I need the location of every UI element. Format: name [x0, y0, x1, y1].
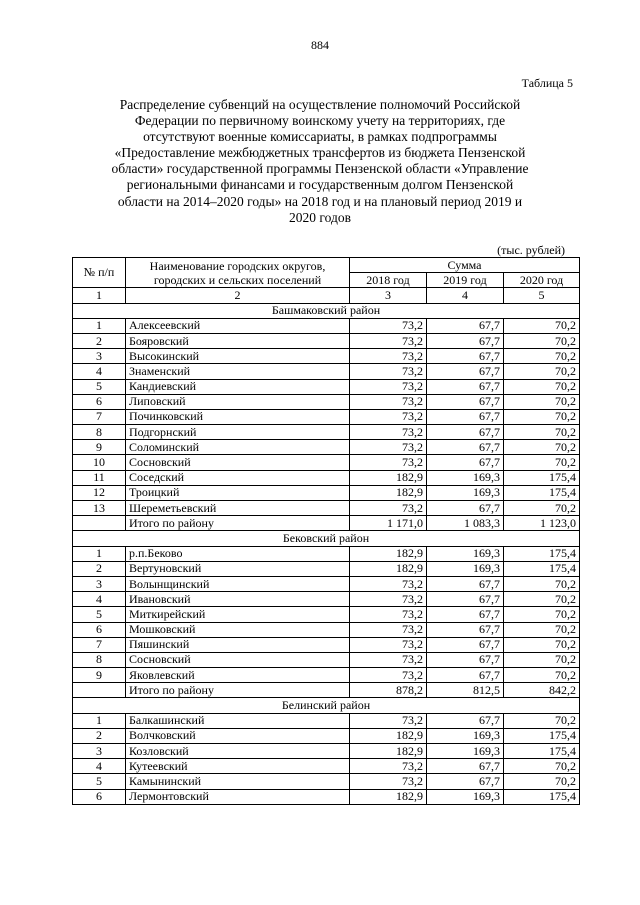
row-name: Лермонтовский	[126, 789, 350, 804]
row-name: Сосновский	[126, 652, 350, 667]
value-2020: 175,4	[504, 561, 580, 576]
value-2018: 182,9	[350, 789, 427, 804]
value-2020: 70,2	[504, 774, 580, 789]
value-2020: 70,2	[504, 607, 580, 622]
value-2019: 67,7	[427, 318, 504, 333]
value-2020: 70,2	[504, 440, 580, 455]
value-2019: 67,7	[427, 652, 504, 667]
row-name: Подгорнский	[126, 425, 350, 440]
value-2019: 169,3	[427, 728, 504, 743]
table-row	[73, 349, 580, 364]
row-name: Знаменский	[126, 364, 350, 379]
value-2019: 169,3	[427, 744, 504, 759]
row-number: 4	[73, 759, 126, 774]
row-number: 9	[73, 668, 126, 683]
value-2018: 73,2	[350, 440, 427, 455]
table-row	[73, 637, 580, 652]
title-line: 2020 годов	[289, 209, 351, 225]
index-cell: 3	[350, 288, 427, 303]
table-row	[73, 759, 580, 774]
value-2019: 169,3	[427, 561, 504, 576]
value-2020: 842,2	[504, 683, 580, 698]
row-name: Яковлевский	[126, 668, 350, 683]
row-number: 5	[73, 774, 126, 789]
value-2018: 182,9	[350, 561, 427, 576]
title-line: региональными финансами и государственным долгом Пензенской	[126, 177, 514, 193]
value-2018: 73,2	[350, 668, 427, 683]
row-name: Соседский	[126, 470, 350, 485]
document-title	[80, 97, 560, 226]
value-2019: 67,7	[427, 668, 504, 683]
row-name: Высокинский	[126, 349, 350, 364]
table-row	[73, 318, 580, 333]
value-2018: 182,9	[350, 728, 427, 743]
value-2019: 67,7	[427, 501, 504, 516]
row-name: Липовский	[126, 394, 350, 409]
value-2020: 70,2	[504, 379, 580, 394]
value-2019: 67,7	[427, 394, 504, 409]
header-2019: 2019 год	[427, 273, 504, 288]
row-number: 8	[73, 652, 126, 667]
value-2020: 70,2	[504, 394, 580, 409]
value-2020: 70,2	[504, 318, 580, 333]
row-number: 1	[73, 546, 126, 561]
value-2019: 67,7	[427, 364, 504, 379]
value-2020: 175,4	[504, 470, 580, 485]
table-row	[73, 607, 580, 622]
row-number: 6	[73, 394, 126, 409]
value-2019: 67,7	[427, 713, 504, 728]
value-2018: 73,2	[350, 318, 427, 333]
row-number: 7	[73, 409, 126, 424]
header-row	[73, 258, 580, 273]
row-number: 6	[73, 789, 126, 804]
table-row	[73, 561, 580, 576]
row-name: Итого по району	[126, 683, 350, 698]
value-2018: 73,2	[350, 713, 427, 728]
table-row	[73, 592, 580, 607]
value-2020: 70,2	[504, 576, 580, 591]
row-name: р.п.Беково	[126, 546, 350, 561]
value-2018: 73,2	[350, 409, 427, 424]
value-2018: 73,2	[350, 622, 427, 637]
row-name: Пяшинский	[126, 637, 350, 652]
table-row	[73, 668, 580, 683]
value-2019: 169,3	[427, 789, 504, 804]
table-row	[73, 546, 580, 561]
row-name: Починковский	[126, 409, 350, 424]
value-2018: 73,2	[350, 592, 427, 607]
value-2018: 182,9	[350, 485, 427, 500]
row-name: Алексеевский	[126, 318, 350, 333]
index-row	[73, 288, 580, 303]
row-name: Бояровский	[126, 333, 350, 348]
row-number: 5	[73, 607, 126, 622]
table-row	[73, 744, 580, 759]
table-body	[73, 258, 580, 805]
row-number: 1	[73, 713, 126, 728]
row-number: 10	[73, 455, 126, 470]
value-2018: 73,2	[350, 455, 427, 470]
value-2018: 73,2	[350, 774, 427, 789]
section-row	[73, 531, 580, 546]
value-2018: 73,2	[350, 607, 427, 622]
title-line: области» государственной программы Пензенской области «Управление	[111, 161, 529, 177]
section-row	[73, 303, 580, 318]
table-row	[73, 652, 580, 667]
row-name: Мошковский	[126, 622, 350, 637]
index-cell: 1	[73, 288, 126, 303]
value-2019: 67,7	[427, 455, 504, 470]
value-2018: 73,2	[350, 394, 427, 409]
row-name: Сосновский	[126, 455, 350, 470]
table-row	[73, 470, 580, 485]
title-line: Федерации по первичному воинскому учету на территориях, где	[134, 113, 506, 129]
title-line: «Предоставление межбюджетных трансфертов из бюджета Пензенской	[114, 145, 526, 161]
value-2019: 812,5	[427, 683, 504, 698]
table-row	[73, 728, 580, 743]
row-name: Троицкий	[126, 485, 350, 500]
units-label: (тыс. рублей)	[497, 243, 565, 257]
row-number: 4	[73, 592, 126, 607]
table-row	[73, 333, 580, 348]
value-2020: 70,2	[504, 713, 580, 728]
value-2018: 1 171,0	[350, 516, 427, 531]
table-row	[73, 774, 580, 789]
header-name	[126, 258, 350, 288]
value-2018: 73,2	[350, 759, 427, 774]
title-line: отсутствуют военные комиссариаты, в рамках подпрограммы	[143, 129, 497, 145]
row-number: 3	[73, 744, 126, 759]
value-2018: 878,2	[350, 683, 427, 698]
value-2018: 73,2	[350, 425, 427, 440]
value-2019: 67,7	[427, 425, 504, 440]
index-cell: 4	[427, 288, 504, 303]
subsidy-table	[72, 257, 580, 805]
page-number: 884	[311, 38, 329, 52]
row-number: 11	[73, 470, 126, 485]
table-label: Таблица 5	[521, 76, 573, 90]
value-2019: 67,7	[427, 637, 504, 652]
table-row	[73, 425, 580, 440]
value-2019: 67,7	[427, 333, 504, 348]
row-number: 2	[73, 333, 126, 348]
section-row	[73, 698, 580, 713]
value-2019: 67,7	[427, 576, 504, 591]
row-number: 2	[73, 561, 126, 576]
total-row	[73, 516, 580, 531]
row-number: 3	[73, 576, 126, 591]
row-number: 6	[73, 622, 126, 637]
value-2020: 70,2	[504, 409, 580, 424]
value-2020: 175,4	[504, 546, 580, 561]
row-name: Кандиевский	[126, 379, 350, 394]
value-2020: 175,4	[504, 485, 580, 500]
value-2018: 73,2	[350, 333, 427, 348]
value-2018: 73,2	[350, 652, 427, 667]
row-name: Шереметьевский	[126, 501, 350, 516]
value-2020: 70,2	[504, 455, 580, 470]
header-num: № п/п	[73, 258, 126, 288]
row-number: 5	[73, 379, 126, 394]
table-row	[73, 485, 580, 500]
value-2020: 70,2	[504, 364, 580, 379]
row-number: 8	[73, 425, 126, 440]
row-number: 4	[73, 364, 126, 379]
value-2020: 70,2	[504, 592, 580, 607]
header-name-line: Наименование городских округов,	[149, 258, 326, 273]
value-2020: 70,2	[504, 333, 580, 348]
value-2019: 67,7	[427, 409, 504, 424]
value-2019: 169,3	[427, 470, 504, 485]
row-number: 9	[73, 440, 126, 455]
value-2018: 73,2	[350, 364, 427, 379]
value-2018: 73,2	[350, 637, 427, 652]
value-2020: 70,2	[504, 759, 580, 774]
row-name: Балкашинский	[126, 713, 350, 728]
value-2020: 175,4	[504, 728, 580, 743]
section-title: Белинский район	[73, 698, 580, 713]
table-row	[73, 455, 580, 470]
section-title: Бековский район	[73, 531, 580, 546]
row-name: Ивановский	[126, 592, 350, 607]
index-cell: 2	[126, 288, 350, 303]
value-2019: 1 083,3	[427, 516, 504, 531]
table-row	[73, 409, 580, 424]
table-row	[73, 364, 580, 379]
value-2019: 67,7	[427, 607, 504, 622]
value-2020: 70,2	[504, 501, 580, 516]
table-row	[73, 501, 580, 516]
header-2020: 2020 год	[504, 273, 580, 288]
value-2020: 70,2	[504, 668, 580, 683]
row-number: 12	[73, 485, 126, 500]
row-number	[73, 516, 126, 531]
title-line: области на 2014–2020 годы» на 2018 год и на плановый период 2019 и	[117, 193, 523, 209]
value-2020: 1 123,0	[504, 516, 580, 531]
title-line: Распределение субвенций на осуществление полномочий Российской	[119, 97, 521, 112]
row-number: 2	[73, 728, 126, 743]
index-cell: 5	[504, 288, 580, 303]
value-2019: 67,7	[427, 440, 504, 455]
value-2019: 67,7	[427, 349, 504, 364]
table-row	[73, 622, 580, 637]
value-2019: 67,7	[427, 592, 504, 607]
header-2018: 2018 год	[350, 273, 427, 288]
value-2020: 70,2	[504, 637, 580, 652]
header-sum: Сумма	[350, 258, 580, 273]
value-2018: 73,2	[350, 379, 427, 394]
row-number	[73, 683, 126, 698]
value-2020: 175,4	[504, 789, 580, 804]
value-2018: 182,9	[350, 744, 427, 759]
table-row	[73, 379, 580, 394]
row-number: 1	[73, 318, 126, 333]
row-name: Миткирейский	[126, 607, 350, 622]
value-2020: 70,2	[504, 652, 580, 667]
section-title: Башмаковский район	[73, 303, 580, 318]
value-2019: 67,7	[427, 622, 504, 637]
value-2019: 169,3	[427, 546, 504, 561]
table-row	[73, 440, 580, 455]
value-2020: 70,2	[504, 425, 580, 440]
table-row	[73, 576, 580, 591]
header-name-line: городских и сельских поселений	[153, 272, 322, 287]
value-2019: 67,7	[427, 379, 504, 394]
row-number: 13	[73, 501, 126, 516]
row-name: Соломинский	[126, 440, 350, 455]
value-2020: 70,2	[504, 622, 580, 637]
row-number: 7	[73, 637, 126, 652]
value-2020: 70,2	[504, 349, 580, 364]
total-row	[73, 683, 580, 698]
value-2019: 169,3	[427, 485, 504, 500]
value-2018: 73,2	[350, 349, 427, 364]
value-2018: 182,9	[350, 470, 427, 485]
value-2018: 73,2	[350, 501, 427, 516]
value-2019: 67,7	[427, 759, 504, 774]
table-row	[73, 713, 580, 728]
row-name: Кутеевский	[126, 759, 350, 774]
row-name: Вертуновский	[126, 561, 350, 576]
row-name: Итого по району	[126, 516, 350, 531]
row-name: Волынщинский	[126, 576, 350, 591]
row-number: 3	[73, 349, 126, 364]
row-name: Камынинский	[126, 774, 350, 789]
value-2020: 175,4	[504, 744, 580, 759]
table-row	[73, 394, 580, 409]
value-2018: 73,2	[350, 576, 427, 591]
row-name: Козловский	[126, 744, 350, 759]
value-2019: 67,7	[427, 774, 504, 789]
row-name: Волчковский	[126, 728, 350, 743]
table-row	[73, 789, 580, 804]
value-2018: 182,9	[350, 546, 427, 561]
